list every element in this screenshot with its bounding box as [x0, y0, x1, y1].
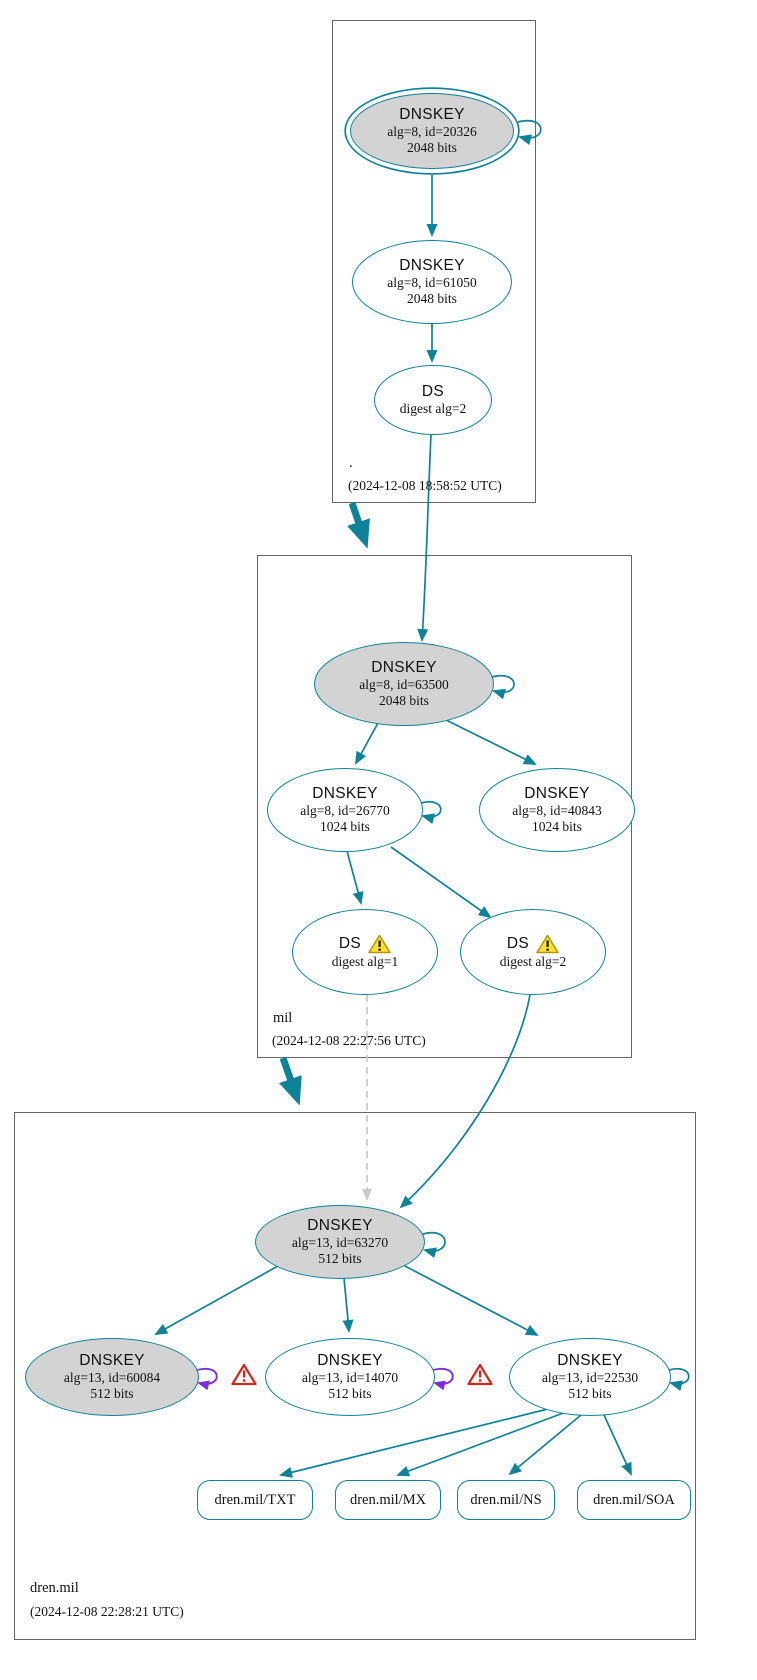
node-alg: alg=8, id=20326 — [387, 124, 477, 140]
dnskey-node-40843[interactable] — [479, 768, 635, 852]
warning-icon — [368, 934, 391, 954]
node-title: DNSKEY — [399, 256, 465, 274]
node-alg: alg=8, id=61050 — [387, 275, 477, 291]
rrset-node-ns[interactable] — [457, 1480, 555, 1520]
warning-icon — [536, 934, 559, 954]
dnskey-node-22530[interactable] — [509, 1338, 671, 1416]
node-bits: 2048 bits — [407, 140, 457, 156]
node-title: DS — [338, 934, 362, 952]
node-alg: digest alg=1 — [331, 954, 399, 970]
ds-node-mil-alg2[interactable] — [460, 909, 606, 995]
dnskey-node-61050[interactable] — [352, 240, 512, 324]
rrset-label: dren.mil/NS — [470, 1491, 542, 1508]
zone-timestamp-mil: (2024-12-08 22:27:56 UTC) — [272, 1033, 426, 1048]
ds-node-root[interactable] — [374, 365, 492, 435]
rrset-node-soa[interactable] — [577, 1480, 691, 1520]
node-title: DS — [421, 382, 445, 400]
error-icon — [467, 1363, 493, 1391]
node-bits: 2048 bits — [407, 291, 457, 307]
rrset-label: dren.mil/TXT — [214, 1491, 296, 1508]
zone-timestamp-root: (2024-12-08 18:58:52 UTC) — [348, 478, 502, 493]
node-alg: alg=8, id=40843 — [512, 803, 602, 819]
node-title: DNSKEY — [371, 658, 437, 676]
rrset-label: dren.mil/MX — [349, 1491, 427, 1508]
dnskey-node-63270[interactable] — [255, 1205, 425, 1279]
node-alg: alg=8, id=63500 — [359, 677, 449, 693]
rrset-label: dren.mil/SOA — [593, 1491, 675, 1508]
node-bits: 512 bits — [318, 1251, 362, 1267]
node-title: DNSKEY — [317, 1351, 383, 1369]
node-alg: alg=13, id=22530 — [541, 1370, 639, 1386]
rrset-node-txt[interactable] — [197, 1480, 313, 1520]
node-title: DNSKEY — [557, 1351, 623, 1369]
node-alg: alg=8, id=26770 — [300, 803, 390, 819]
node-title: DNSKEY — [79, 1351, 145, 1369]
node-bits: 512 bits — [328, 1386, 372, 1402]
rrset-node-mx[interactable] — [335, 1480, 441, 1520]
node-title: DNSKEY — [399, 105, 465, 123]
node-title: DS — [506, 934, 530, 952]
node-title: DNSKEY — [312, 784, 378, 802]
node-title: DNSKEY — [307, 1216, 373, 1234]
node-alg: alg=13, id=63270 — [291, 1235, 389, 1251]
node-alg: digest alg=2 — [399, 401, 467, 417]
dnskey-node-20326[interactable] — [350, 93, 514, 169]
dnskey-node-14070[interactable] — [265, 1338, 435, 1416]
zone-label-root: . — [349, 455, 353, 471]
ds-node-mil-alg1[interactable] — [292, 909, 438, 995]
node-bits: 512 bits — [568, 1386, 612, 1402]
node-bits: 512 bits — [90, 1386, 134, 1402]
zone-timestamp-dren-mil: (2024-12-08 22:28:21 UTC) — [30, 1604, 184, 1619]
node-alg: alg=13, id=14070 — [301, 1370, 399, 1386]
node-bits: 1024 bits — [320, 819, 370, 835]
error-icon — [231, 1363, 257, 1391]
dnskey-node-26770[interactable] — [267, 768, 423, 852]
dnskey-node-63500[interactable] — [314, 642, 494, 726]
node-bits: 1024 bits — [532, 819, 582, 835]
dnskey-node-60084[interactable] — [25, 1338, 199, 1416]
node-alg: alg=13, id=60084 — [63, 1370, 161, 1386]
node-title: DNSKEY — [524, 784, 590, 802]
zone-label-dren-mil: dren.mil — [30, 1580, 79, 1596]
zone-label-mil: mil — [273, 1010, 293, 1026]
node-bits: 2048 bits — [379, 693, 429, 709]
node-alg: digest alg=2 — [499, 954, 567, 970]
